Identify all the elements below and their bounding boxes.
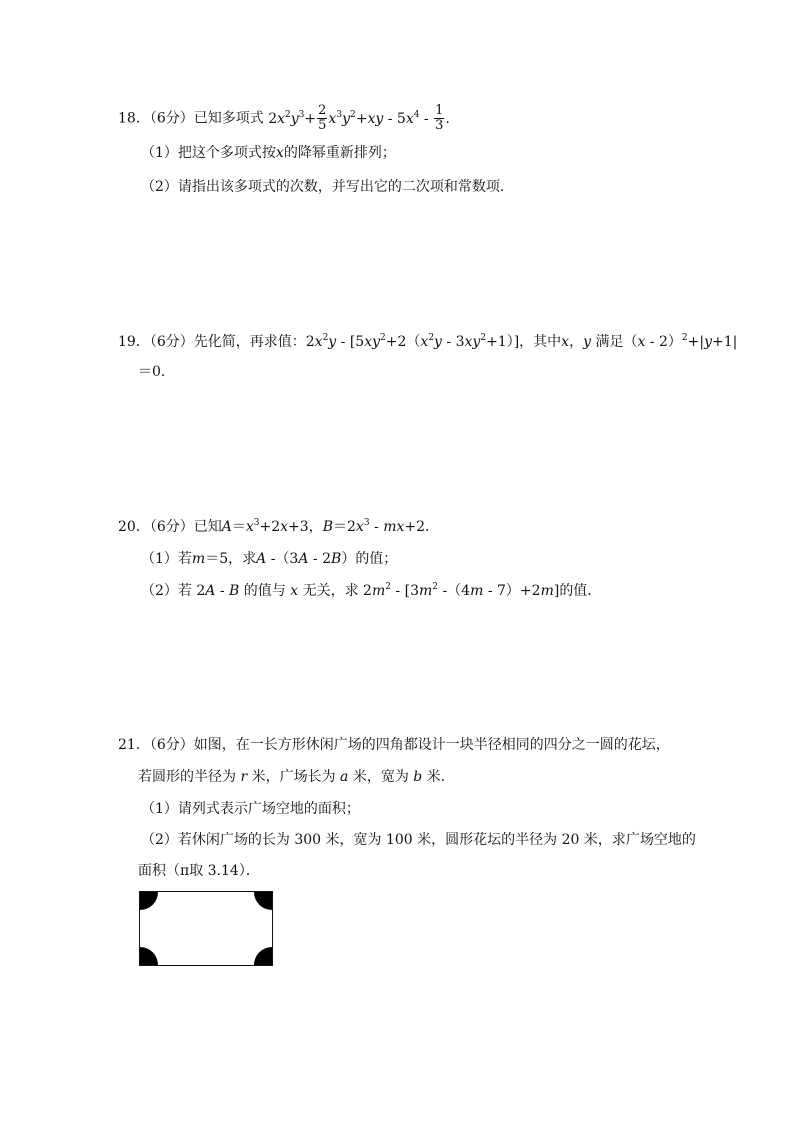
- q19-line2: ＝0．: [138, 364, 175, 380]
- plaza-figure: [139, 891, 273, 966]
- q19-condition: （x - 2）$^2$+|y+1|: [623, 333, 738, 350]
- q20-definitions: $A=x^3+2x+3$，$B=2x^3 - mx+2$．: [221, 518, 439, 535]
- q18-line: [118, 104, 450, 133]
- q20-sub1: （1）若m＝5，求A -（3A - 2B）的值；: [141, 551, 398, 567]
- q20-sub2: （2）若 2A - B 的值与 x 无关，求 $2m^2 - [3m^2$ -（4m - 7）+2m]的值．: [141, 582, 602, 599]
- q18-sub1: （1）把这个多项式按x的降幂重新排列；: [141, 145, 396, 161]
- q21-sub1: （1）请列式表示广场空地的面积；: [141, 801, 360, 817]
- q19-line1: 19．（6分）先化简，再求值：$2x^2y - [5xy^2+2(x^2y - 3xy^2+1)]$，其中x，y 满足（x - 2）$^2$+|y+1|: [118, 333, 738, 350]
- q19-vars: x，y: [561, 334, 591, 350]
- quarter-circle-top-right: [254, 892, 272, 910]
- quarter-circle-bottom-left: [140, 947, 158, 965]
- q21-line2: 若圆形的半径为 r 米，广场长为 a 米，宽为 b 米．: [138, 769, 455, 785]
- q21-sub2-cont: 面积（π取 3.14）．: [138, 863, 260, 879]
- q18-head: 18．（6分）已知多项式: [118, 110, 264, 127]
- q18-polynomial: $2x^2y^3+$ $\frac{2}{5}$ $x^3y^2+xy - 5x^4$ - $\frac{1}{3}$ .: [268, 103, 450, 133]
- q18-fraction-one-third: $\frac{1}{3}$: [435, 103, 444, 133]
- quarter-circle-top-left: [140, 892, 158, 910]
- quarter-circle-bottom-right: [254, 947, 272, 965]
- q18-fraction-two-fifths: $\frac{2}{5}$: [318, 103, 327, 133]
- q18-sub2: （2）请指出该多项式的次数，并写出它的二次项和常数项．: [141, 179, 514, 195]
- q21-sub2: （2）若休闲广场的长为 300 米，宽为 100 米，圆形花坛的半径为 20 米，求广场空地的: [141, 832, 696, 848]
- q20-line1: 20．（6分）已知$A=x^3+2x+3$，$B=2x^3 - mx+2$．: [118, 518, 439, 535]
- q19-expression: $2x^2y - [5xy^2+2(x^2y - 3xy^2+1)]$: [305, 333, 520, 350]
- q21-line1: 21．（6分）如图，在一长方形休闲广场的四角都设计一块半径相同的四分之一圆的花坛，: [118, 737, 670, 753]
- q20-sub1-expr: A -（3A - 2B）: [256, 551, 356, 567]
- q20-sub2-expr: $2m^2 - [3m^2$ -（4m - 7）+2m]: [358, 582, 560, 599]
